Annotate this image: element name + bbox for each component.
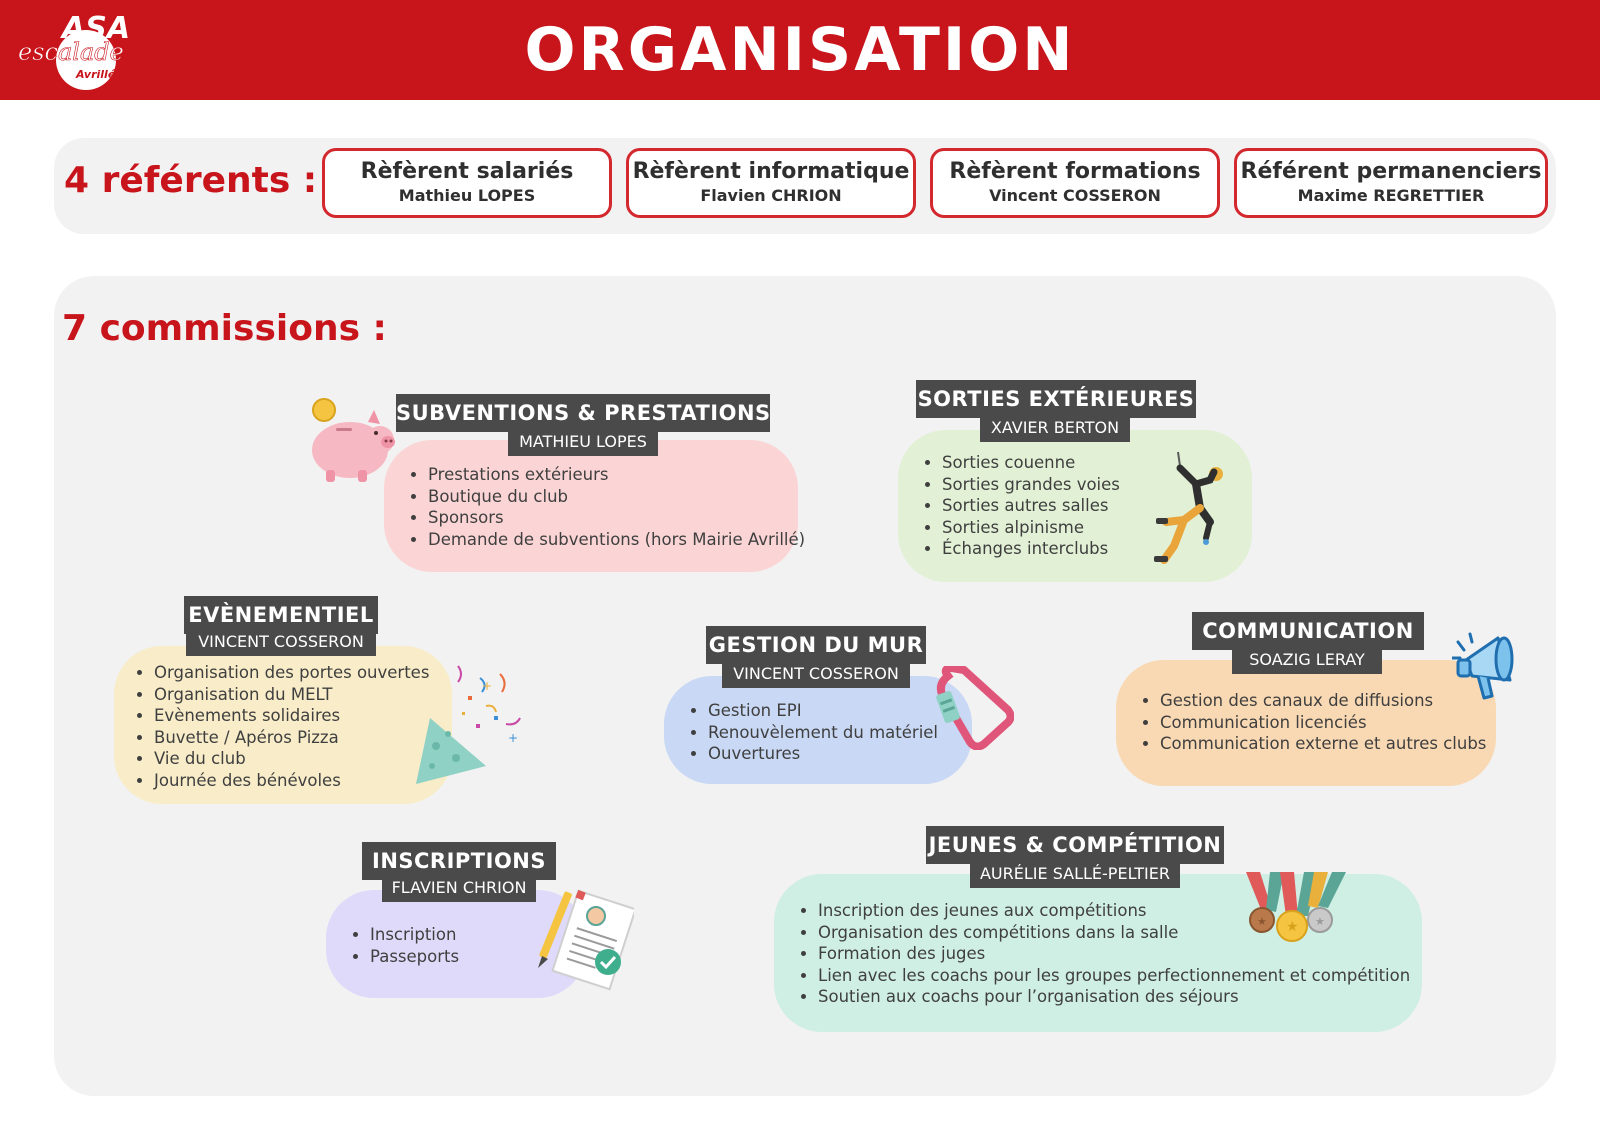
svg-text:+: + xyxy=(482,679,493,693)
commission-gestion-du-mur xyxy=(664,676,972,784)
task-list xyxy=(920,452,1120,560)
referent-card-formations xyxy=(930,148,1220,218)
party-hat-icon xyxy=(410,662,536,788)
referent-title: Rèfèrent informatique xyxy=(632,159,910,184)
task-item: • Boutique du club xyxy=(428,486,805,508)
commission-lead: VINCENT COSSERON xyxy=(722,660,910,688)
referent-name: Maxime REGRETTIER xyxy=(1297,186,1485,205)
commission-evenementiel xyxy=(114,646,452,804)
commission-title: COMMUNICATION xyxy=(1192,612,1424,650)
commission-lead: MATHIEU LOPES xyxy=(508,428,658,456)
commission-title: INSCRIPTIONS xyxy=(362,842,556,880)
task-list xyxy=(348,924,459,967)
task-item: • Sorties alpinisme xyxy=(942,517,1120,539)
commission-lead: FLAVIEN CHRION xyxy=(382,874,536,902)
commission-lead: XAVIER BERTON xyxy=(980,414,1130,442)
task-item: • Ouvertures xyxy=(708,743,938,765)
task-item: • Formation des juges xyxy=(818,943,1410,965)
referent-card-permanenciers xyxy=(1234,148,1548,218)
svg-text:★: ★ xyxy=(1315,915,1325,928)
task-list xyxy=(132,662,429,791)
task-item: • Sorties couenne xyxy=(942,452,1120,474)
referents-heading: 4 référents : xyxy=(64,160,318,201)
commission-title: GESTION DU MUR xyxy=(706,626,926,664)
megaphone-icon xyxy=(1452,630,1524,706)
task-item: • Inscription xyxy=(370,924,459,946)
commission-lead: AURÉLIE SALLÉ-PELTIER xyxy=(970,860,1180,888)
task-item: • Buvette / Apéros Pizza xyxy=(154,727,429,749)
commission-title: SUBVENTIONS & PRESTATIONS xyxy=(396,394,770,432)
form-pencil-icon xyxy=(538,884,634,994)
task-item: • Prestations extérieurs xyxy=(428,464,805,486)
task-item: • Lien avec les coachs pour les groupes perfectionnement et compétition xyxy=(818,965,1410,987)
commission-title: SORTIES EXTÉRIEURES xyxy=(916,380,1196,418)
task-list xyxy=(686,700,938,765)
commission-subventions xyxy=(384,440,806,572)
task-item: • Organisation du MELT xyxy=(154,684,429,706)
commission-title: JEUNES & COMPÉTITION xyxy=(926,826,1224,864)
task-item: • Renouvèlement du matériel xyxy=(708,722,938,744)
commission-communication xyxy=(1116,660,1496,786)
referent-title: Rèfèrent salariés xyxy=(360,159,574,184)
medals-icon xyxy=(1236,872,1348,942)
task-item: • Journée des bénévoles xyxy=(154,770,429,792)
page-title: ORGANISATION xyxy=(524,15,1076,85)
referent-name: Vincent COSSERON xyxy=(989,186,1161,205)
svg-text:Avrillé: Avrillé xyxy=(76,68,116,81)
header-bar xyxy=(0,0,1600,100)
referent-name: Mathieu LOPES xyxy=(398,186,536,205)
task-list xyxy=(406,464,805,550)
task-item: • Sorties autres salles xyxy=(942,495,1120,517)
svg-text:★: ★ xyxy=(1257,915,1267,928)
carabiner-icon xyxy=(934,666,1014,750)
referent-card-salaries xyxy=(322,148,612,218)
svg-text:ASA: ASA xyxy=(62,11,131,46)
task-item: • Passeports xyxy=(370,946,459,968)
referent-title: Rèfèrent formations xyxy=(949,159,1201,184)
task-item: • Organisation des portes ouvertes xyxy=(154,662,429,684)
task-item: • Échanges interclubs xyxy=(942,538,1120,560)
referent-title: Référent permanenciers xyxy=(1240,159,1542,184)
svg-text:+: + xyxy=(508,731,519,745)
referent-name: Flavien CHRION xyxy=(700,186,842,205)
piggy-bank-icon xyxy=(296,398,400,488)
task-item: • Communication externe et autres clubs xyxy=(1160,733,1486,755)
task-item: • Sorties grandes voies xyxy=(942,474,1120,496)
task-item: • Organisation des compétitions dans la salle xyxy=(818,922,1410,944)
task-item: • Demande de subventions (hors Mairie Avrillé) xyxy=(428,529,805,551)
task-item: • Evènements solidaires xyxy=(154,705,429,727)
task-item: • Inscription des jeunes aux compétitions xyxy=(818,900,1410,922)
task-item: • Sponsors xyxy=(428,507,805,529)
commission-lead: VINCENT COSSERON xyxy=(186,628,376,656)
task-item: • Vie du club xyxy=(154,748,429,770)
task-item: • Gestion EPI xyxy=(708,700,938,722)
task-item: • Soutien aux coachs pour l’organisation des séjours xyxy=(818,986,1410,1008)
commission-title: EVÈNEMENTIEL xyxy=(184,596,378,634)
svg-text:escalade: escalade xyxy=(18,38,124,66)
task-item: • Gestion des canaux de diffusions xyxy=(1160,690,1486,712)
referents-panel xyxy=(54,138,1556,234)
commission-lead: SOAZIG LERAY xyxy=(1232,646,1382,674)
task-list xyxy=(1138,690,1486,755)
climber-icon xyxy=(1144,450,1230,566)
commissions-heading: 7 commissions : xyxy=(62,308,387,349)
svg-text:★: ★ xyxy=(1286,919,1299,935)
referent-card-informatique xyxy=(626,148,916,218)
task-item: • Communication licenciés xyxy=(1160,712,1486,734)
